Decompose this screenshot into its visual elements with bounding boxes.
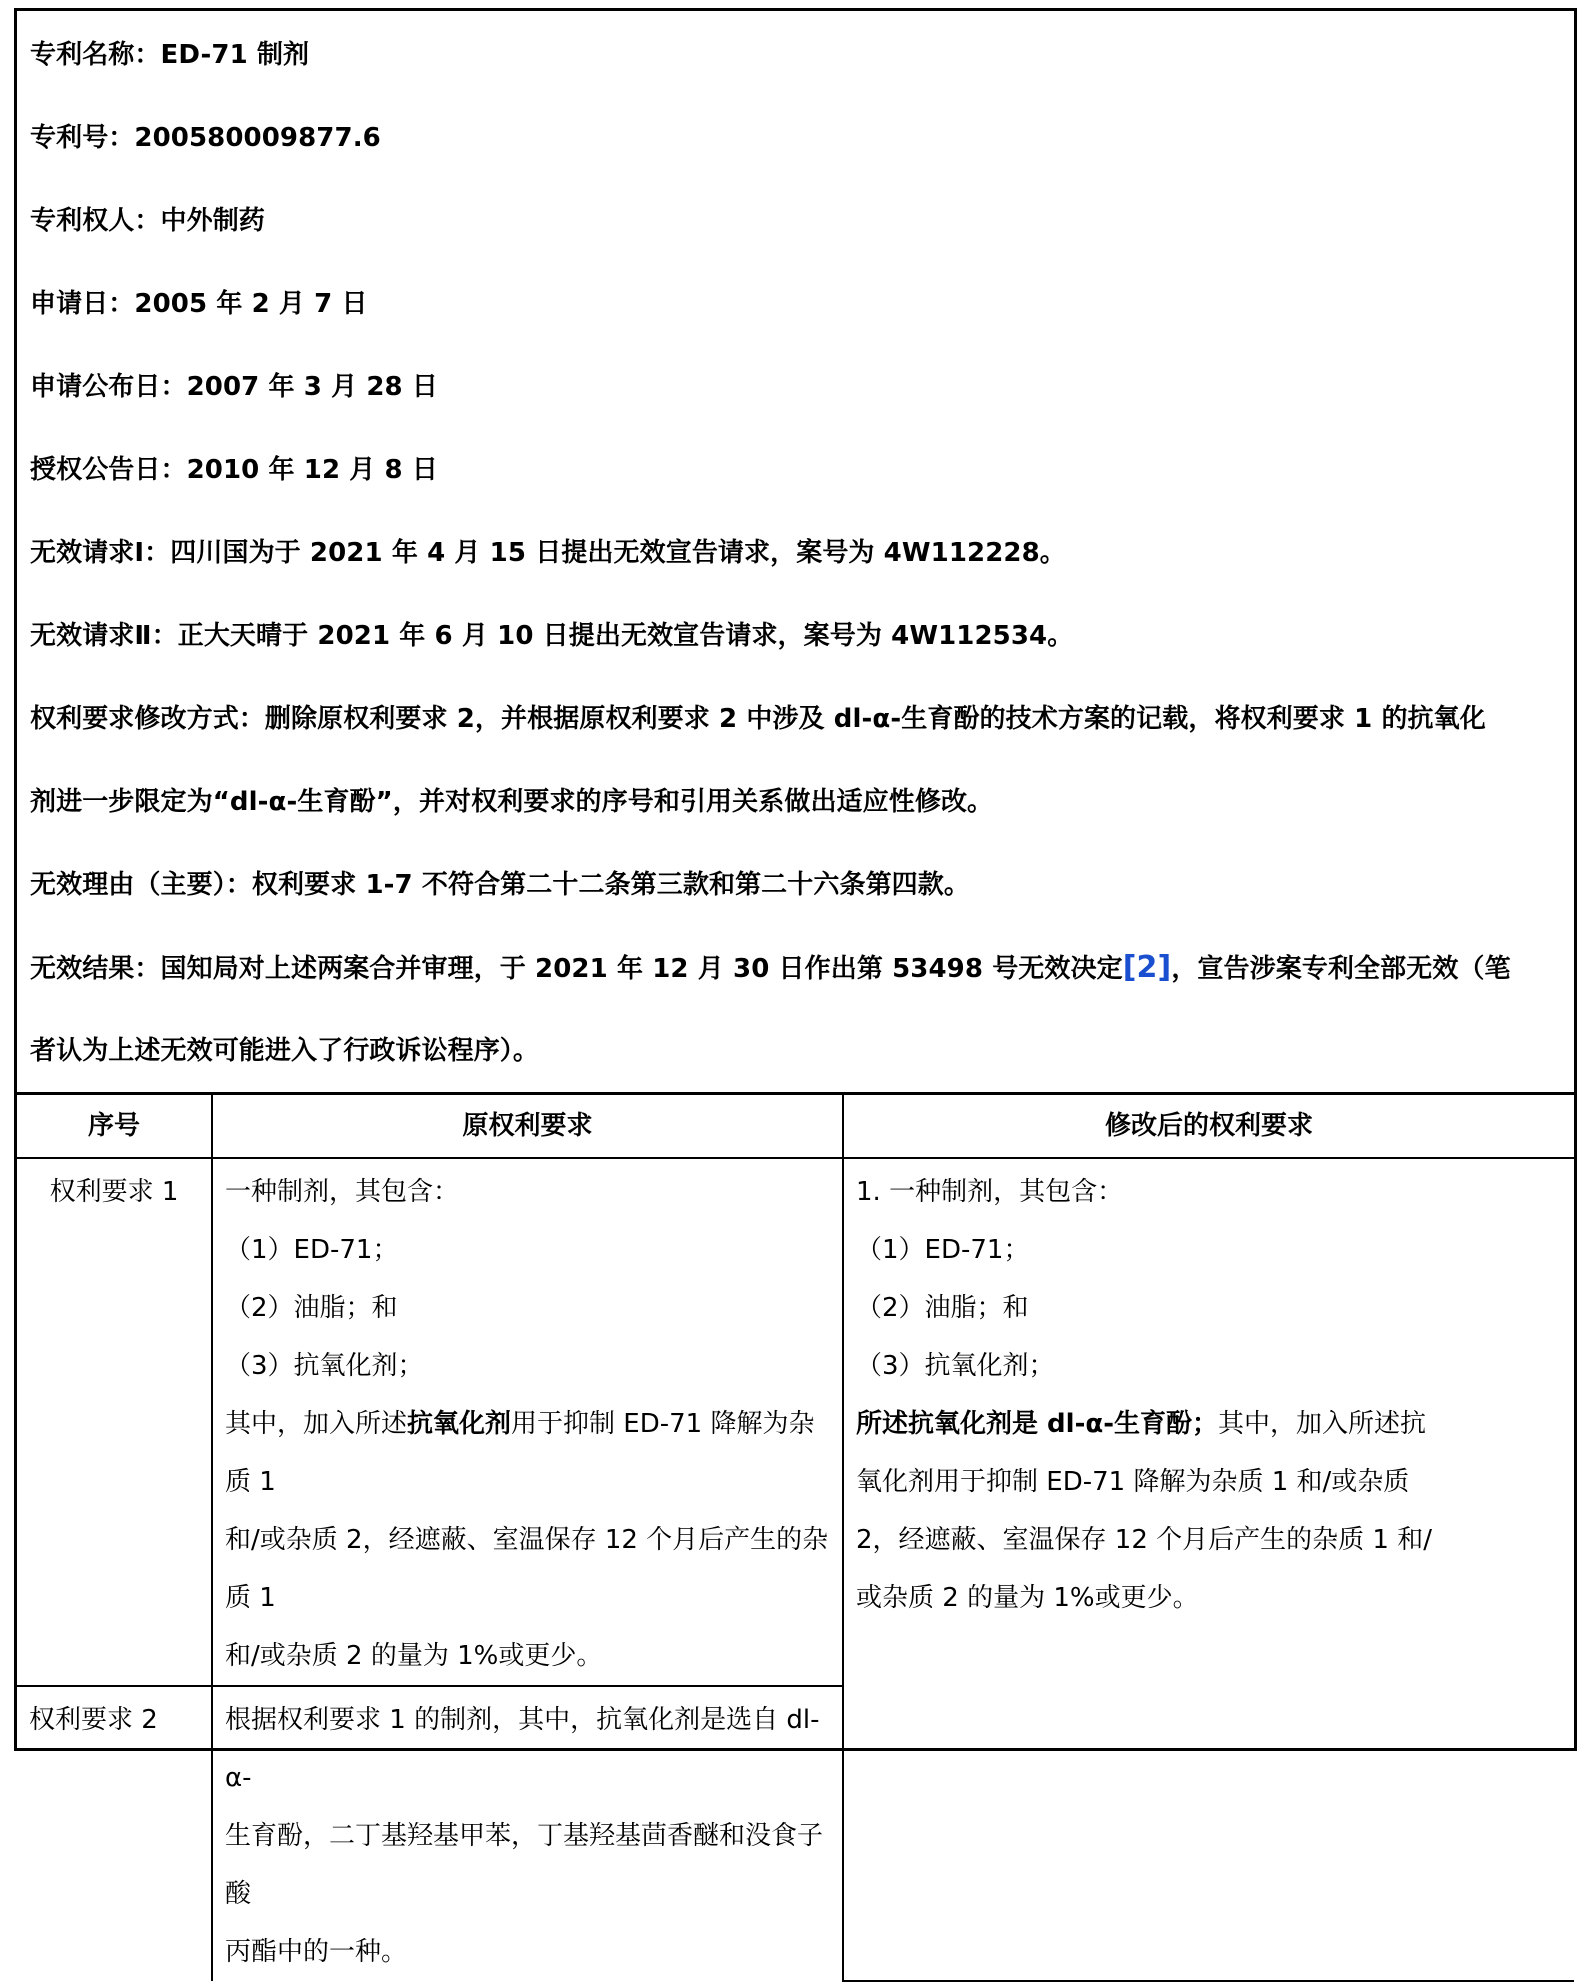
claim-1-amended-line: （1）ED-71； <box>856 1235 1030 1265</box>
claim-1-amended-line: 或杂质 2 的量为 1%或更少。 <box>856 1583 1199 1613</box>
claim-1-original <box>212 1158 843 1686</box>
text-segment: 其中，加入所述 <box>225 1409 408 1439</box>
patent-name: 专利名称：ED-71 制剂 <box>30 40 310 70</box>
patent-info-section <box>17 11 1574 1095</box>
text-segment: 其中，加入所述抗 <box>1218 1409 1427 1439</box>
grant-date: 授权公告日：2010 年 12 月 8 日 <box>30 455 438 485</box>
header-original-claims: 原权利要求 <box>212 1095 843 1158</box>
claim-1-original-line <box>225 1395 830 1511</box>
patent-holder: 专利权人：中外制药 <box>30 206 265 236</box>
claim-1-amended-line: 2，经遮蔽、室温保存 12 个月后产生的杂质 1 和/ <box>856 1525 1432 1555</box>
invalidation-request-1: 无效请求Ⅰ：四川国为于 2021 年 4 月 15 日提出无效宣告请求，案号为 4W112228。 <box>30 538 1066 568</box>
publication-date: 申请公布日：2007 年 3 月 28 日 <box>30 372 438 402</box>
emphasis-antioxidant: 抗氧化剂 <box>407 1409 512 1439</box>
invalidation-result <box>30 948 1574 1073</box>
claim-2-original <box>212 1686 843 1981</box>
reference-link[interactable]: [2] <box>1122 950 1172 985</box>
claim-1-amended <box>843 1158 1574 1981</box>
text-segment: 用于抑制 ED-71 降解为杂质 1 <box>225 1409 815 1497</box>
header-number: 序号 <box>17 1095 212 1158</box>
invalidation-result-line-1 <box>30 948 1574 990</box>
invalidation-result-line-2: 者认为上述无效可能进入了行政诉讼程序）。 <box>30 1036 540 1066</box>
claim-1-original-line: 一种制剂，其包含： <box>225 1177 460 1207</box>
claim-1-amended-line <box>856 1395 1562 1453</box>
claim-amendment-line-1: 权利要求修改方式：删除原权利要求 2，并根据原权利要求 2 中涉及 dl-α-生育酚的技术方案的记载，将权利要求 1 的抗氧化 <box>30 704 1486 734</box>
claim-amendment-line-2: 剂进一步限定为“dl-α-生育酚”，并对权利要求的序号和引用关系做出适应性修改。 <box>30 787 994 817</box>
result-text-b: ，宣告涉案专利全部无效（笔 <box>1171 954 1511 984</box>
document-frame <box>14 8 1577 1967</box>
patent-number: 专利号：200580009877.6 <box>30 123 381 153</box>
header-amended-claims: 修改后的权利要求 <box>843 1095 1574 1158</box>
claims-comparison-table <box>17 1095 1574 1982</box>
table-row <box>17 1158 1574 1686</box>
claim-2-label: 权利要求 2 <box>17 1686 212 1981</box>
claim-1-amended-line: 1. 一种制剂，其包含： <box>856 1177 1124 1207</box>
claim-amendment <box>30 699 1574 824</box>
emphasis-tocopherol: 所述抗氧化剂是 dl-α-生育酚； <box>856 1409 1219 1439</box>
table-header-row <box>17 1095 1574 1158</box>
claim-1-amended-line: （2）油脂；和 <box>856 1293 1029 1323</box>
filing-date: 申请日：2005 年 2 月 7 日 <box>30 289 368 319</box>
claim-1-amended-line: 氧化剂用于抑制 ED-71 降解为杂质 1 和/或杂质 <box>856 1467 1410 1497</box>
claim-1-original-line: （1）ED-71； <box>225 1235 399 1265</box>
invalidation-reason: 无效理由（主要）：权利要求 1-7 不符合第二十二条第三款和第二十六条第四款。 <box>30 870 970 900</box>
claim-2-original-line: 生育酚，二丁基羟基甲苯，丁基羟基茴香醚和没食子酸 <box>225 1821 824 1909</box>
claim-1-original-line: （3）抗氧化剂； <box>225 1351 424 1381</box>
claim-1-original-line: （2）油脂；和 <box>225 1293 398 1323</box>
claim-1-label: 权利要求 1 <box>17 1158 212 1686</box>
claim-1-original-line: 和/或杂质 2 的量为 1%或更少。 <box>225 1641 603 1671</box>
claim-2-original-line: 丙酯中的一种。 <box>225 1937 408 1967</box>
claim-2-original-line: 根据权利要求 1 的制剂，其中，抗氧化剂是选自 dl-α- <box>225 1705 820 1793</box>
invalidation-request-2: 无效请求Ⅱ：正大天晴于 2021 年 6 月 10 日提出无效宣告请求，案号为 4W112534。 <box>30 621 1074 651</box>
claim-1-amended-line: （3）抗氧化剂； <box>856 1351 1055 1381</box>
result-text-a: 无效结果：国知局对上述两案合并审理，于 2021 年 12 月 30 日作出第 53498 号无效决定 <box>30 954 1123 984</box>
claim-1-original-line: 和/或杂质 2，经遮蔽、室温保存 12 个月后产生的杂质 1 <box>225 1525 829 1613</box>
